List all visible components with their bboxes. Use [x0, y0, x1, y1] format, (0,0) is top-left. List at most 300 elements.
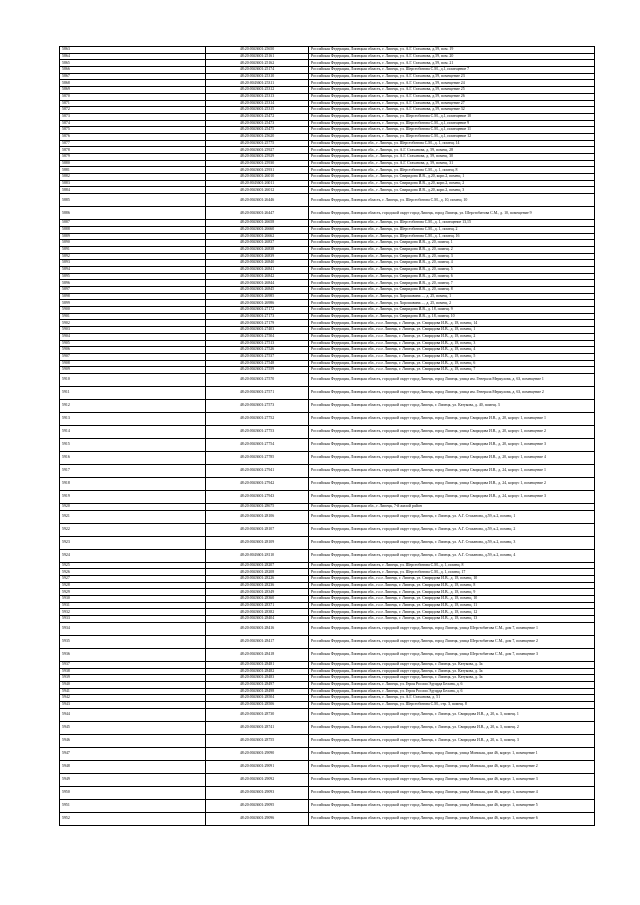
address-cell: Российская Федерация, Липецкая область, городской округ город Липецк, г. Липецк, ул. А.Г. Стаханова, д.59, к.2, помещ. 3 — [309, 536, 595, 549]
table-row — [60, 280, 595, 287]
row-number-cell: 5892 — [60, 253, 206, 260]
cadastral-number-cell: 48:20:0043601:25929 — [206, 154, 309, 161]
cadastral-number-cell: 48:20:0043601:28416 — [206, 622, 309, 635]
address-cell: Российская Федерация, Липецкая обл., г. Липецк, ул. Шерстобитова С.М., д. 1, помещ. 2 — [309, 226, 595, 233]
table-row — [60, 233, 595, 240]
table-row — [60, 154, 595, 161]
cadastral-number-cell: 48:20:0043601:25472 — [206, 113, 309, 120]
row-number-cell: 5944 — [60, 708, 206, 721]
address-cell: Российская Федерация, Липецкая обл., г.о.г. Липецк, г. Липецк, ул. Свиридова И.В., д. 18, помещ. 5 — [309, 353, 595, 360]
row-number-cell: 5901 — [60, 313, 206, 320]
cadastral-number-cell: 48:20:0043601:25930 — [206, 160, 309, 167]
cadastral-number-cell: 48:20:0043601:27526 — [206, 347, 309, 354]
address-cell: Российская Федерация, Липецкая область, городской округ город Липецк, г. Липецк, ул. А.Г. Стаханова, д.59, к.2, помещ. 1 — [309, 510, 595, 523]
table-row — [60, 786, 595, 799]
table-row — [60, 87, 595, 94]
row-number-cell: 5883 — [60, 180, 206, 187]
address-cell: Российская Федерация, Липецкая область, городской округ город Липецк, город Липецк, улица Минская, дом 46, корпус 1, помещение 2 — [309, 760, 595, 773]
address-cell: Российская Федерация, Липецкая область, г. Липецк, ул. А.Г. Стаханова, д.59, пом. 19 — [309, 47, 595, 54]
cadastral-number-cell: 48:20:0043601:28497 — [206, 681, 309, 688]
cadastral-number-cell: 48:20:0043601:28110 — [206, 549, 309, 562]
address-cell: Российская Федерация, Липецкая обл., г.о.г. Липецк, г. Липецк, ул. Свиридова И.В., д. 18, помещ. 11 — [309, 602, 595, 609]
address-cell: Российская Федерация, Липецкая обл., г. Липецк, ул. Шерстобитова С.М., д. 1, помещ. 16 — [309, 233, 595, 240]
cadastral-number-cell: 48:20:0043601:26011 — [206, 180, 309, 187]
cadastral-number-cell: 48:20:0043601:27403 — [206, 327, 309, 334]
address-cell: Российская Федерация, Липецкая область, городской округ город Липецк, г. Липецк, ул. Катукова, д. 40, помещ. 3 — [309, 399, 595, 412]
row-number-cell: 5902 — [60, 320, 206, 327]
table-row — [60, 47, 595, 54]
cadastral-number-cell: 48:20:0043601:29095 — [206, 799, 309, 812]
cadastral-number-cell: 48:20:0043601:28371 — [206, 602, 309, 609]
cadastral-number-cell: 48:20:0043601:28498 — [206, 688, 309, 695]
cadastral-number-cell: 48:20:0043601:27752 — [206, 412, 309, 425]
table-row — [60, 220, 595, 227]
table-row — [60, 313, 595, 320]
cadastral-number-cell: 48:20:0043601:26838 — [206, 246, 309, 253]
row-number-cell: 5870 — [60, 93, 206, 100]
table-row — [60, 562, 595, 569]
row-number-cell: 5928 — [60, 582, 206, 589]
cadastral-number-cell: 48:20:0043601:29096 — [206, 812, 309, 825]
table-row — [60, 67, 595, 74]
row-number-cell: 5945 — [60, 721, 206, 734]
row-number-cell: 5894 — [60, 266, 206, 273]
cadastral-number-cell: 48:20:0043601:27173 — [206, 313, 309, 320]
address-cell: Российская Федерация, Липецкая область, г. Липецк, ул. Шерстобитова С.М., д.1, помещение 7 — [309, 67, 595, 74]
row-number-cell: 5867 — [60, 73, 206, 80]
cadastral-number-cell: 48:20:0043601:27537 — [206, 353, 309, 360]
row-number-cell: 5874 — [60, 120, 206, 127]
table-row — [60, 425, 595, 438]
address-cell: Российская Федерация, Липецкая область, городской округ город Липецк, город Липецк, улица Свиридова И.В., д. 24, корпус 1, помещение 3 — [309, 490, 595, 503]
cadastral-number-cell: 48:20:0043601:25315 — [206, 107, 309, 114]
row-number-cell: 5873 — [60, 113, 206, 120]
row-number-cell: 5887 — [60, 220, 206, 227]
cadastral-number-cell: 48:20:0043601:28418 — [206, 648, 309, 661]
row-number-cell: 5888 — [60, 226, 206, 233]
table-row — [60, 133, 595, 140]
address-cell: Российская Федерация, Липецкая обл., г. Липецк, ул. А.Г. Стаханова, д. 59, помещ. 28 — [309, 147, 595, 154]
row-number-cell: 5917 — [60, 464, 206, 477]
cadastral-number-cell: 48:20:0043601:27504 — [206, 333, 309, 340]
table-row — [60, 273, 595, 280]
table-row — [60, 93, 595, 100]
address-cell: Российская Федерация, Липецкая обл., г.о.г. Липецк, г. Липецк, ул. Свиридова И.В., д. 18, помещ. 12 — [309, 609, 595, 616]
table-row — [60, 120, 595, 127]
table-row — [60, 569, 595, 576]
address-cell: Российская Федерация, Липецкая обл., г. Липецк, ул. Свиридова И.В., д. 20, помещ. 7 — [309, 280, 595, 287]
cadastral-number-cell: 48:20:0043601:25927 — [206, 147, 309, 154]
address-cell: Российская Федерация, Липецкая область, городской округ город Липецк, город Липецк, улица Свиридова И.В., д. 24, корпус 1, помещение 2 — [309, 477, 595, 490]
cadastral-number-cell: 48:20:0043601:26660 — [206, 226, 309, 233]
table-row — [60, 773, 595, 786]
address-cell: Российская Федерация, Липецкая обл., г. Липецк, ул. Свиридова И.В., д.20, корп.2, помещ. 1 — [309, 174, 595, 181]
table-row — [60, 582, 595, 589]
table-row — [60, 226, 595, 233]
address-cell: Российская Федерация, Липецкая обл., г. Липецк, ул. А.Г. Стаханова, д. 59, помещ. 30 — [309, 154, 595, 161]
row-number-cell: 5925 — [60, 562, 206, 569]
table-row — [60, 760, 595, 773]
cadastral-number-cell: 48:20:0043601:28349 — [206, 589, 309, 596]
table-row — [60, 127, 595, 134]
cadastral-number-cell: 48:20:0043601:28481 — [206, 661, 309, 668]
table-row — [60, 347, 595, 354]
cadastral-number-cell: 48:20:0043601:28741 — [206, 721, 309, 734]
address-cell: Российская Федерация, Липецкая обл., г.о.г. Липецк, г. Липецк, ул. Свиридова И.В., д. 18, помещ. 2 — [309, 333, 595, 340]
address-cell: Российская Федерация, Липецкая область, городской округ город Липецк, город Липецк, улица Минская, дом 46, корпус 1, помещение 5 — [309, 799, 595, 812]
cadastral-number-cell: 48:20:0043601:26662 — [206, 233, 309, 240]
address-cell: Российская Федерация, Липецкая область, городской округ город Липецк, город Липецк, улица Свиридова И.В., д. 24, корпус 1, помещение 1 — [309, 464, 595, 477]
cadastral-number-cell: 48:20:0043601:27179 — [206, 320, 309, 327]
table-row — [60, 287, 595, 294]
cadastral-number-cell: 48:20:0043601:27571 — [206, 386, 309, 399]
address-cell: Российская Федерация, Липецкая область, городской округ город Липецк, город Липецк, улица Шерстобитова С.М., дом 7, помещение 2 — [309, 635, 595, 648]
row-number-cell: 5877 — [60, 140, 206, 147]
row-number-cell: 5878 — [60, 147, 206, 154]
cadastral-number-cell: 48:20:0043601:28755 — [206, 734, 309, 747]
table-row — [60, 708, 595, 721]
cadastral-number-cell: 48:20:0043601:27753 — [206, 425, 309, 438]
row-number-cell: 5898 — [60, 293, 206, 300]
address-cell: Российская Федерация, Липецкая область, г. Липецк, ул. А.Г. Стаханова, д.59, помещение 25 — [309, 87, 595, 94]
table-row — [60, 367, 595, 374]
row-number-cell: 5927 — [60, 576, 206, 583]
row-number-cell: 5938 — [60, 668, 206, 675]
address-cell: Российская Федерация, Липецкая область, г. Липецк, ул. А.Г. Стаханова, д.59, пом. 20 — [309, 53, 595, 60]
address-cell: Российская Федерация, Липецкая обл., г. Липецк, ул. Шерстобитова С.М., д. 1, помещ. 14 — [309, 140, 595, 147]
row-number-cell: 5895 — [60, 273, 206, 280]
row-number-cell: 5910 — [60, 373, 206, 386]
table-row — [60, 635, 595, 648]
row-number-cell: 5871 — [60, 100, 206, 107]
row-number-cell: 5903 — [60, 327, 206, 334]
table-row — [60, 246, 595, 253]
row-number-cell: 5924 — [60, 549, 206, 562]
table-row — [60, 373, 595, 386]
address-cell: Российская Федерация, Липецкая область, городской округ город Липецк, г. Липецк, ул. Свиридова И.В., д. 20, к. 3, помещ. 1 — [309, 708, 595, 721]
row-number-cell: 5879 — [60, 154, 206, 161]
cadastral-number-cell: 48:20:0043601:27943 — [206, 490, 309, 503]
address-cell: Российская Федерация, Липецкая обл., г. Липецк, ул. Свиридова И.В., д. 20, помещ. 5 — [309, 266, 595, 273]
row-number-cell: 5949 — [60, 773, 206, 786]
row-number-cell: 5908 — [60, 360, 206, 367]
table-row — [60, 622, 595, 635]
cadastral-number-cell: 48:20:0043601:27754 — [206, 438, 309, 451]
row-number-cell: 5923 — [60, 536, 206, 549]
cadastral-number-cell: 48:20:0043601:25312 — [206, 87, 309, 94]
cadastral-number-cell: 48:20:0043601:26840 — [206, 260, 309, 267]
row-number-cell: 5866 — [60, 67, 206, 74]
table-row — [60, 113, 595, 120]
cadastral-number-cell: 48:20:0043601:28107 — [206, 523, 309, 536]
table-row — [60, 60, 595, 67]
cadastral-number-cell: 48:20:0043601:27941 — [206, 464, 309, 477]
cadastral-number-cell: 48:20:0043601:25313 — [206, 93, 309, 100]
address-cell: Российская Федерация, Липецкая область, г. Липецк, ул. А.Г. Стаханова, д.59, помещение 26 — [309, 93, 595, 100]
table-row — [60, 490, 595, 503]
cadastral-number-cell: 48:20:0043601:27548 — [206, 360, 309, 367]
address-cell: Российская Федерация, Липецкая обл., г.о.г. Липецк, г. Липецк, ул. Свиридова И.В., д. 18, помещ. 9 — [309, 589, 595, 596]
table-row — [60, 194, 595, 207]
table-row — [60, 140, 595, 147]
table-row — [60, 399, 595, 412]
address-cell: Российская Федерация, Липецкая обл., г. Липецк, ул. А.Г. Стаханова, д. 59, помещ. 31 — [309, 160, 595, 167]
address-cell: Российская Федерация, Липецкая обл., г. Липецк, ул. Свиридова И.В., д. 20, помещ. 8 — [309, 287, 595, 294]
row-number-cell: 5896 — [60, 280, 206, 287]
table-row — [60, 187, 595, 194]
table-row — [60, 747, 595, 760]
address-cell: Российская Федерация, Липецкая область, городской округ город Липецк, город Липецк, улица Свиридова И.В., д. 20, корпус 1, помещение 1 — [309, 412, 595, 425]
address-cell: Российская Федерация, Липецкая обл., г.о.г. Липецк, г. Липецк, ул. Свиридова И.В., д. 18, помещ. 14 — [309, 320, 595, 327]
row-number-cell: 5918 — [60, 477, 206, 490]
address-cell: Российская Федерация, Липецкая область, городской округ город Липецк, город Липецк, улица Свиридова И.В., д. 20, корпус 1, помещение 2 — [309, 425, 595, 438]
row-number-cell: 5891 — [60, 246, 206, 253]
cadastral-number-cell: 48:20:0043601:27513 — [206, 340, 309, 347]
row-number-cell: 5947 — [60, 747, 206, 760]
cadastral-number-cell: 48:20:0043601:28109 — [206, 536, 309, 549]
row-number-cell: 5907 — [60, 353, 206, 360]
cadastral-number-cell: 48:20:0043601:27573 — [206, 399, 309, 412]
row-number-cell: 5875 — [60, 127, 206, 134]
row-number-cell: 5876 — [60, 133, 206, 140]
cadastral-number-cell: 48:20:0043601:29093 — [206, 786, 309, 799]
address-cell: Российская Федерация, Липецкая область, г. Липецк, ул. А.Г. Стаханова, д.59, пом. 21 — [309, 60, 595, 67]
row-number-cell: 5915 — [60, 438, 206, 451]
row-number-cell: 5951 — [60, 799, 206, 812]
table-row — [60, 438, 595, 451]
address-cell: Российская Федерация, Липецкая область, городской округ город Липецк, город Липецк, ул. Шерстобитова С.М., д. 10, помещение 9 — [309, 207, 595, 220]
table-row — [60, 73, 595, 80]
table-row — [60, 160, 595, 167]
address-cell: Российская Федерация, Липецкая область, г. Липецк, ул. Шерстобитова С.М., стр. 3, помещ. 8 — [309, 701, 595, 708]
table-row — [60, 80, 595, 87]
row-number-cell: 5934 — [60, 622, 206, 635]
address-cell: Российская Федерация, Липецкая обл., г.о.г. Липецк, г. Липецк, ул. Свиридова И.В., д. 18, помещ. 3 — [309, 340, 595, 347]
table-row — [60, 549, 595, 562]
table-row — [60, 464, 595, 477]
cadastral-number-cell: 48:20:0043601:26986 — [206, 300, 309, 307]
table-row — [60, 596, 595, 603]
row-number-cell: 5912 — [60, 399, 206, 412]
table-row — [60, 100, 595, 107]
cadastral-number-cell: 48:20:0043601:27570 — [206, 373, 309, 386]
address-cell: Российская Федерация, Липецкая область, городской округ город Липецк, город Липецк, улица Шерстобитова С.М., дом 7, помещение 3 — [309, 648, 595, 661]
table-row — [60, 240, 595, 247]
cadastral-number-cell: 48:20:0043601:27172 — [206, 307, 309, 314]
row-number-cell: 5884 — [60, 187, 206, 194]
cadastral-number-cell: 48:20:0043601:25473 — [206, 120, 309, 127]
table-row — [60, 360, 595, 367]
cadastral-number-cell: 48:20:0043601:25931 — [206, 167, 309, 174]
address-cell: Российская Федерация, Липецкая обл., г. Липецк, ул. Свиридова И.В., д.20, корп.2, помещ. 3 — [309, 187, 595, 194]
cadastral-number-cell: 48:20:0043601:26841 — [206, 266, 309, 273]
row-number-cell: 5863 — [60, 47, 206, 54]
table-row — [60, 681, 595, 688]
address-cell: Российская Федерация, Липецкая область, г. Липецк, ул. А.Г. Стаханова, д.59, помещение 27 — [309, 100, 595, 107]
row-number-cell: 5933 — [60, 616, 206, 623]
cadastral-number-cell: 48:20:0043601:25775 — [206, 140, 309, 147]
address-cell: Российская Федерация, Липецкая обл., г. Липецк, ул. Свиридова И.В., д. 20, помещ. 6 — [309, 273, 595, 280]
row-number-cell: 5869 — [60, 87, 206, 94]
table-row — [60, 616, 595, 623]
cadastral-number-cell: 48:20:0043601:28506 — [206, 701, 309, 708]
address-cell: Российская Федерация, Липецкая обл., г. Липецк, ул. Свиридова И.В., д.20, корп.2, помещ. 2 — [309, 180, 595, 187]
table-row — [60, 688, 595, 695]
row-number-cell: 5909 — [60, 367, 206, 374]
address-cell: Российская Федерация, Липецкая обл., г. Липецк, ул. Свиридова И.В., д. 20, помещ. 4 — [309, 260, 595, 267]
cadastral-number-cell: 48:20:0043601:28106 — [206, 510, 309, 523]
registry-sheet — [59, 46, 594, 826]
table-row — [60, 320, 595, 327]
cadastral-number-cell: 48:20:0043601:28417 — [206, 635, 309, 648]
address-cell: Российская Федерация, Липецкая обл., г.о.г. Липецк, г. Липецк, ул. Свиридова И.В., д. 18, помещ. 13 — [309, 616, 595, 623]
address-cell: Российская Федерация, Липецкая область, г. Липецк, ул. Шерстобитова С.М., д.1, помещение 11 — [309, 127, 595, 134]
address-cell: Российская Федерация, Липецкая область, городской округ город Липецк, город Липецк, улица Минская, дом 46, корпус 1, помещение 1 — [309, 747, 595, 760]
table-row — [60, 307, 595, 314]
row-number-cell: 5932 — [60, 609, 206, 616]
row-number-cell: 5937 — [60, 661, 206, 668]
row-number-cell: 5893 — [60, 260, 206, 267]
row-number-cell: 5899 — [60, 300, 206, 307]
row-number-cell: 5881 — [60, 167, 206, 174]
row-number-cell: 5940 — [60, 681, 206, 688]
cadastral-number-cell: 48:20:0043601:28207 — [206, 562, 309, 569]
address-cell: Российская Федерация, Липецкая область, г. Липецк, ул. А.Г. Стаханова, д.59, помещение 32 — [309, 107, 595, 114]
table-row — [60, 260, 595, 267]
address-cell: Российская Федерация, Липецкая обл., г. Липецк, ул. Шерстобитова С.М., д. 1, помещ. 8 — [309, 167, 595, 174]
table-row — [60, 609, 595, 616]
cadastral-number-cell: 48:20:0043601:26010 — [206, 174, 309, 181]
table-row — [60, 576, 595, 583]
address-cell: Российская Федерация, Липецкая обл., г.о.г. Липецк, г. Липецк, ул. Свиридова И.В., д. 18, помещ. 7 — [309, 367, 595, 374]
table-row — [60, 668, 595, 675]
row-number-cell: 5916 — [60, 451, 206, 464]
row-number-cell: 5920 — [60, 503, 206, 510]
cadastral-number-cell: 48:20:0043601:28382 — [206, 609, 309, 616]
address-cell: Российская Федерация, Липецкая обл., г.о.г. Липецк, г. Липецк, ул. Свиридова И.В., д. 18, помещ. 6 — [309, 360, 595, 367]
table-row — [60, 293, 595, 300]
row-number-cell: 5889 — [60, 233, 206, 240]
address-cell: Российская Федерация, Липецкая обл., г. Липецк, ул. Свиридова И.В., д. 18, помещ. 9 — [309, 307, 595, 314]
cadastral-number-cell: 48:20:0043601:29091 — [206, 760, 309, 773]
cadastral-number-cell: 48:20:0043601:25311 — [206, 80, 309, 87]
address-cell: Российская Федерация, Липецкая обл., г. Липецк, ул. Свиридова И.В., д. 20, помещ. 3 — [309, 253, 595, 260]
address-cell: Российская Федерация, Липецкая обл., г. Липецк, ул. Хорошавина ..., д. 25, помещ. 2 — [309, 300, 595, 307]
table-row — [60, 695, 595, 702]
row-number-cell: 5935 — [60, 635, 206, 648]
address-cell: Российская Федерация, Липецкая область, городской округ город Липецк, г. Липецк, ул. Свиридова И.В., д. 20, к. 3, помещ. 3 — [309, 734, 595, 747]
row-number-cell: 5906 — [60, 347, 206, 354]
row-number-cell: 5886 — [60, 207, 206, 220]
registry-rows — [60, 47, 595, 826]
row-number-cell: 5885 — [60, 194, 206, 207]
cadastral-number-cell: 48:20:0043601:28482 — [206, 668, 309, 675]
cadastral-number-cell: 48:20:0043601:25314 — [206, 100, 309, 107]
table-row — [60, 253, 595, 260]
row-number-cell: 5919 — [60, 490, 206, 503]
row-number-cell: 5939 — [60, 675, 206, 682]
row-number-cell: 5890 — [60, 240, 206, 247]
table-row — [60, 167, 595, 174]
address-cell: Российская Федерация, Липецкая область, г. Липецк, ул. Шерстобитова С.М., д. 1, помещ. 8 — [309, 562, 595, 569]
row-number-cell: 5941 — [60, 688, 206, 695]
address-cell: Российская Федерация, Липецкая область, г. Липецк, ул. Героя России Эдуарда Белана, д. 6 — [309, 681, 595, 688]
row-number-cell: 5943 — [60, 701, 206, 708]
table-row — [60, 648, 595, 661]
cadastral-number-cell: 48:20:0043601:26012 — [206, 187, 309, 194]
table-row — [60, 180, 595, 187]
address-cell: Российская Федерация, Липецкая обл., г. Липецк, ул. Хорошавина ..., д. 25, помещ. 1 — [309, 293, 595, 300]
address-cell: Российская Федерация, Липецкая область, городской округ город Липецк, город Липецк, улица им. Генерала Меркулова, д. 63, помещение 2 — [309, 386, 595, 399]
address-cell: Российская Федерация, Липецкая область, городской округ город Липецк, город Липецк, улица Шерстобитова С.М., дом 7, помещение 1 — [309, 622, 595, 635]
table-row — [60, 327, 595, 334]
table-row — [60, 451, 595, 464]
address-cell: Российская Федерация, Липецкая область, городской округ город Липецк, г. Липецк, ул. А.Г. Стаханова, д.59, к.2, помещ. 4 — [309, 549, 595, 562]
cadastral-number-cell: 48:20:0043601:26985 — [206, 293, 309, 300]
cadastral-number-cell: 48:20:0043601:26839 — [206, 253, 309, 260]
row-number-cell: 5926 — [60, 569, 206, 576]
cadastral-number-cell: 48:20:0043601:25475 — [206, 127, 309, 134]
cadastral-number-cell: 48:20:0043601:28404 — [206, 616, 309, 623]
row-number-cell: 5914 — [60, 425, 206, 438]
table-row — [60, 147, 595, 154]
cadastral-number-cell: 48:20:0043601:26446 — [206, 194, 309, 207]
address-cell: Российская Федерация, Липецкая обл., г.о.г. Липецк, г. Липецк, ул. Свиридова И.В., д. 18, помещ. 1 — [309, 327, 595, 334]
address-cell: Российская Федерация, Липецкая область, городской округ город Липецк, город Липецк, улица им. Генерала Меркулова, д. 63, помещение 1 — [309, 373, 595, 386]
table-row — [60, 602, 595, 609]
table-row — [60, 799, 595, 812]
address-cell: Российская Федерация, Липецкая обл., г. Липецк, ул. Шерстобитова С.М., д. 1, помещение 13,15 — [309, 220, 595, 227]
address-cell: Российская Федерация, Липецкая обл., г.о.г. Липецк, г. Липецк, ул. Свиридова И.В., д. 18, помещ. 10 — [309, 596, 595, 603]
cadastral-number-cell: 48:20:0043601:28483 — [206, 675, 309, 682]
table-row — [60, 523, 595, 536]
row-number-cell: 5905 — [60, 340, 206, 347]
row-number-cell: 5922 — [60, 523, 206, 536]
row-number-cell: 5865 — [60, 60, 206, 67]
address-cell: Российская Федерация, Липецкая область, городской округ город Липецк, г. Липецк, ул. А.Г. Стаханова, д.59, к.2, помещ. 2 — [309, 523, 595, 536]
row-number-cell: 5897 — [60, 287, 206, 294]
cadastral-number-cell: 48:20:0043601:28208 — [206, 569, 309, 576]
cadastral-number-cell: 48:20:0043601:28730 — [206, 708, 309, 721]
row-number-cell: 5936 — [60, 648, 206, 661]
cadastral-number-cell: 48:20:0043601:28504 — [206, 695, 309, 702]
row-number-cell: 5930 — [60, 596, 206, 603]
row-number-cell: 5882 — [60, 174, 206, 181]
row-number-cell: 5952 — [60, 812, 206, 825]
address-cell: Российская Федерация, Липецкая обл., г.о.г. Липецк, г. Липецк, ул. Свиридова И.В., д. 18, помещ. 4 — [309, 347, 595, 354]
table-row — [60, 353, 595, 360]
cadastral-number-cell: 48:20:0043601:28360 — [206, 596, 309, 603]
row-number-cell: 5942 — [60, 695, 206, 702]
cadastral-number-cell: 48:20:0043601:25310 — [206, 73, 309, 80]
table-row — [60, 174, 595, 181]
address-cell: Российская Федерация, Липецкая обл., г. Липецк, ул. Свиридова И.В., д. 18, помещ. 10 — [309, 313, 595, 320]
table-row — [60, 107, 595, 114]
cadastral-number-cell: 48:20:0043601:25162 — [206, 60, 309, 67]
row-number-cell: 5868 — [60, 80, 206, 87]
cadastral-number-cell: 48:20:0043601:27785 — [206, 451, 309, 464]
address-cell: Российская Федерация, Липецкая область, городской округ город Липецк, город Липецк, улица Минская, дом 46, корпус 1, помещение 6 — [309, 812, 595, 825]
address-cell: Российская Федерация, Липецкая область, городской округ город Липецк, город Липецк, улица Минская, дом 46, корпус 1, помещение 3 — [309, 773, 595, 786]
table-row — [60, 536, 595, 549]
cadastral-number-cell: 48:20:0043601:27942 — [206, 477, 309, 490]
row-number-cell: 5929 — [60, 589, 206, 596]
table-row — [60, 266, 595, 273]
address-cell: Российская Федерация, Липецкая область, г. Липецк, ул. Шерстобитова С.М., д.1, помещение 12 — [309, 133, 595, 140]
address-cell: Российская Федерация, Липецкая область, г. Липецк, ул. Шерстобитова С.М., д. 1, помещ. 17 — [309, 569, 595, 576]
address-cell: Российская Федерация, Липецкая область, г. Липецк, ул. А.Г. Стаханова, д.59, помещение 24 — [309, 80, 595, 87]
address-cell: Российская Федерация, Липецкая область, г. Липецк, ул. Шерстобитова С.М., д.1, помещение 9 — [309, 120, 595, 127]
